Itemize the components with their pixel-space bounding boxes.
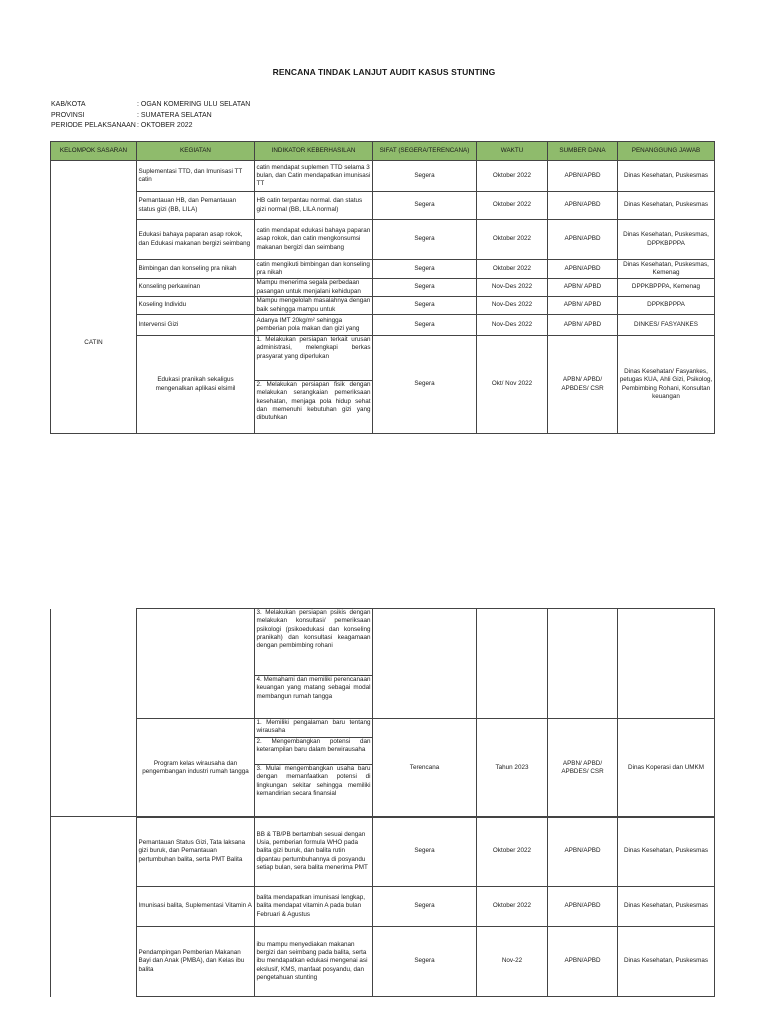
- waktu-cell: Nov-Des 2022: [477, 297, 548, 315]
- meta-key: PROVINSI: [51, 111, 85, 119]
- table-row: [51, 260, 715, 279]
- pj-cell: Dinas Kesehatan, Puskesmas, Kemenag: [618, 260, 715, 279]
- table-header-row: [51, 142, 715, 161]
- pj-cell: Dinas Kesehatan, Puskesmas: [618, 887, 715, 927]
- rtl-table-page1: [50, 141, 715, 434]
- table-row: [51, 336, 715, 434]
- indikator-cell: [255, 609, 373, 719]
- waktu-cell: [477, 609, 548, 719]
- rtl-table-balita: [50, 816, 715, 997]
- table-row: [51, 161, 715, 192]
- table-row: [51, 927, 715, 997]
- table-row: [51, 315, 715, 336]
- indikator-cell: Mampu menerima segala perbedaan pasangan untuk menjalani kehidupan: [255, 279, 373, 297]
- pj-cell: Dinas Kesehatan, Puskesmas: [618, 817, 715, 887]
- indikator-item: 1. Memiliki pengalaman baru tentang wirausaha: [256, 719, 371, 735]
- group-cell-balita: [51, 817, 137, 997]
- dana-cell: [548, 609, 618, 719]
- group-cell-catin: CATIN: [51, 161, 137, 434]
- table-row: [51, 192, 715, 220]
- kegiatan-cell: Intervensi Gizi: [137, 315, 255, 336]
- kegiatan-cell: Pemantauan HB, dan Pemantauan status gizi (BB, LILA): [137, 192, 255, 220]
- header-sifat: SIFAT (SEGERA/TERENCANA): [373, 142, 477, 161]
- header-indikator: INDIKATOR KEBERHASILAN: [255, 142, 373, 161]
- indikator-cell: catin mengikuti bimbingan dan konseling pra nikah: [255, 260, 373, 279]
- pj-cell: Dinas Kesehatan, Puskesmas: [618, 192, 715, 220]
- header-kegiatan: KEGIATAN: [137, 142, 255, 161]
- sifat-cell: [373, 609, 477, 719]
- table-row: [51, 817, 715, 887]
- header-kelompok: KELOMPOK SASARAN: [51, 142, 137, 161]
- sifat-cell: Segera: [373, 192, 477, 220]
- waktu-cell: Oktober 2022: [477, 161, 548, 192]
- indikator-item: 3. Melakukan persiapan psikis dengan melakukan konsultasi/ pemeriksaan psikologi (psikoedukasi dan konseling pranikah) dan konsultasi keagamaan dengan pembimbing rohani: [256, 609, 371, 650]
- kegiatan-cell: Pendampingan Pemberian Makanan Bayi dan Anak (PMBA), dan Kelas ibu balita: [137, 927, 255, 997]
- pj-cell: Dinas Kesehatan, Puskesmas: [618, 927, 715, 997]
- indikator-cell: catin mendapat edukasi bahaya paparan asap rokok, dan catin mengkonsumsi makanan bergizi dan seimbang: [255, 220, 373, 260]
- sifat-cell: Segera: [373, 315, 477, 336]
- kegiatan-cell: Suplementasi TTD, dan Imunisasi TT catin: [137, 161, 255, 192]
- pj-cell: [618, 609, 715, 719]
- sifat-cell: Segera: [373, 279, 477, 297]
- waktu-cell: Nov-Des 2022: [477, 279, 548, 297]
- header-sumber-dana: SUMBER DANA: [548, 142, 618, 161]
- dana-cell: APBN/APBD: [548, 161, 618, 192]
- dana-cell: APBN/ APBD: [548, 315, 618, 336]
- dana-cell: APBN/ APBD: [548, 297, 618, 315]
- indikator-cell: BB & TB/PB bertambah sesuai dengan Usia, pemberian formula WHO pada balita gizi buruk, dan balita rutin dipantau pertumbuhannya di posyandu setiap bulan, sera balita menerima PMT: [255, 817, 373, 887]
- dana-cell: APBN/APBD: [548, 887, 618, 927]
- kegiatan-cell: Pemantauan Status Gizi, Tata laksana gizi buruk, dan Pemantauan pertumbuhan balita, serta PMT Balita: [137, 817, 255, 887]
- meta-row-periode: [51, 121, 250, 132]
- header-penanggung-jawab: PENANGGUNG JAWAB: [618, 142, 715, 161]
- kegiatan-cell: Program kelas wirausaha dan pengembangan industri rumah tangga: [137, 719, 255, 818]
- pj-cell: DPPKBPPPA: [618, 297, 715, 315]
- indikator-item: 4. Memahami dan memiliki perencanaan keuangan yang matang sebagai modal membangun rumah tangga: [255, 675, 372, 718]
- table-row: [51, 279, 715, 297]
- indikator-item: 1. Melakukan persiapan terkait urusan administrasi, melengkapi berkas prasyarat yang diperlukan: [256, 336, 371, 360]
- document-meta: [51, 100, 250, 132]
- waktu-cell: Oktober 2022: [477, 192, 548, 220]
- indikator-item: 3. Mulai mengembangkan usaha baru dengan memanfaatkan potensi di lingkungan sekitar sehingga memiliki kemandirian secara finansial: [255, 764, 372, 817]
- pj-cell: DPPKBPPPA, Kemenag: [618, 279, 715, 297]
- sifat-cell: Segera: [373, 927, 477, 997]
- kegiatan-cell: [137, 609, 255, 719]
- indikator-item: 2. Mengembangkan potensi dan keterampilan baru dalam berwirausaha: [255, 737, 372, 764]
- pj-cell: Dinas Koperasi dan UMKM: [618, 719, 715, 818]
- indikator-item: 2. Melakukan persiapan fisik dengan melakukan serangkaian pemeriksaan kesehatan, menjaga pola hidup sehat dan memenuhi kebutuhan gizi yang dibutuhkan: [255, 380, 372, 433]
- waktu-cell: Nov-Des 2022: [477, 315, 548, 336]
- meta-key: PERIODE PELAKSANAAN: [51, 122, 136, 129]
- table-row: [51, 719, 715, 818]
- kegiatan-cell: Konseling perkawinan: [137, 279, 255, 297]
- indikator-cell: [255, 719, 373, 818]
- sifat-cell: Segera: [373, 297, 477, 315]
- pj-cell: Dinas Kesehatan, Puskesmas, DPPKBPPPA: [618, 220, 715, 260]
- header-waktu: WAKTU: [477, 142, 548, 161]
- waktu-cell: Oktober 2022: [477, 220, 548, 260]
- waktu-cell: Oktober 2022: [477, 887, 548, 927]
- dana-cell: APBN/APBD: [548, 817, 618, 887]
- meta-row-kab: [51, 100, 250, 111]
- table-row: [51, 609, 715, 719]
- dana-cell: APBN/ APBD/ APBDES/ CSR: [548, 719, 618, 818]
- indikator-cell: Mampu mengelolah masalahnya dengan baik sehingga mampu untuk: [255, 297, 373, 315]
- indikator-cell: [255, 336, 373, 434]
- meta-key: KAB/KOTA: [51, 101, 86, 108]
- document-title: RENCANA TINDAK LANJUT AUDIT KASUS STUNTING: [272, 67, 496, 77]
- table-row: [51, 887, 715, 927]
- waktu-cell: Oktober 2022: [477, 260, 548, 279]
- table-row: [51, 297, 715, 315]
- pj-cell: Dinas Kesehatan/ Fasyankes, petugas KUA, Ahli Gizi, Psikolog, Pembimbing Rohani, Konsultan keuangan: [618, 336, 715, 434]
- sifat-cell: Segera: [373, 336, 477, 434]
- sifat-cell: Segera: [373, 260, 477, 279]
- table-row: [51, 220, 715, 260]
- pj-cell: DINKES/ FASYANKES: [618, 315, 715, 336]
- waktu-cell: Oktober 2022: [477, 817, 548, 887]
- sifat-cell: Segera: [373, 220, 477, 260]
- indikator-cell: HB catin terpantau normal. dan status gizi normal (BB, LILA normal): [255, 192, 373, 220]
- sifat-cell: Segera: [373, 887, 477, 927]
- waktu-cell: Tahun 2023: [477, 719, 548, 818]
- dana-cell: APBN/APBD: [548, 192, 618, 220]
- meta-value: : SUMATERA SELATAN: [137, 111, 212, 119]
- indikator-cell: catin mendapat suplemen TTD selama 3 bulan, dan Catin mendapatkan imunisasi TT: [255, 161, 373, 192]
- kegiatan-cell: Koseling Individu: [137, 297, 255, 315]
- kegiatan-cell: Edukasi bahaya paparan asap rokok, dan Edukasi makanan bergizi seimbang: [137, 220, 255, 260]
- meta-row-provinsi: [51, 111, 250, 122]
- sifat-cell: Terencana: [373, 719, 477, 818]
- dana-cell: APBN/APBD: [548, 220, 618, 260]
- waktu-cell: Okt/ Nov 2022: [477, 336, 548, 434]
- kegiatan-cell: Edukasi pranikah sekaligus mengenalkan aplikasi elsimil: [137, 336, 255, 434]
- indikator-cell: balita mendapatkan imunisasi lengkap, balita mendapat vitamin A pada bulan Februari & Agustus: [255, 887, 373, 927]
- group-cell-continued: [51, 609, 137, 818]
- rtl-table-page2: [50, 608, 715, 818]
- dana-cell: APBN/APBD: [548, 927, 618, 997]
- dana-cell: APBN/ APBD/ APBDES/ CSR: [548, 336, 618, 434]
- waktu-cell: Nov-22: [477, 927, 548, 997]
- sifat-cell: Segera: [373, 161, 477, 192]
- meta-value: : OKTOBER 2022: [137, 122, 193, 129]
- dana-cell: APBN/APBD: [548, 260, 618, 279]
- kegiatan-cell: Bimbingan dan konseling pra nikah: [137, 260, 255, 279]
- indikator-cell: Adanya IMT 20kg/m² sehingga pemberian pola makan dan gizi yang: [255, 315, 373, 336]
- dana-cell: APBN/ APBD: [548, 279, 618, 297]
- pj-cell: Dinas Kesehatan, Puskesmas: [618, 161, 715, 192]
- meta-value: : OGAN KOMERING ULU SELATAN: [137, 101, 251, 108]
- sifat-cell: Segera: [373, 817, 477, 887]
- kegiatan-cell: Imunisasi balita, Suplementasi Vitamin A: [137, 887, 255, 927]
- indikator-cell: ibu mampu menyediakan makanan bergizi dan seimbang pada balita, serta ibu mendapatkan edukasi mengenai asi ekslusif, KMS, manfaat posyandu, dan pengetahuan stunting: [255, 927, 373, 997]
